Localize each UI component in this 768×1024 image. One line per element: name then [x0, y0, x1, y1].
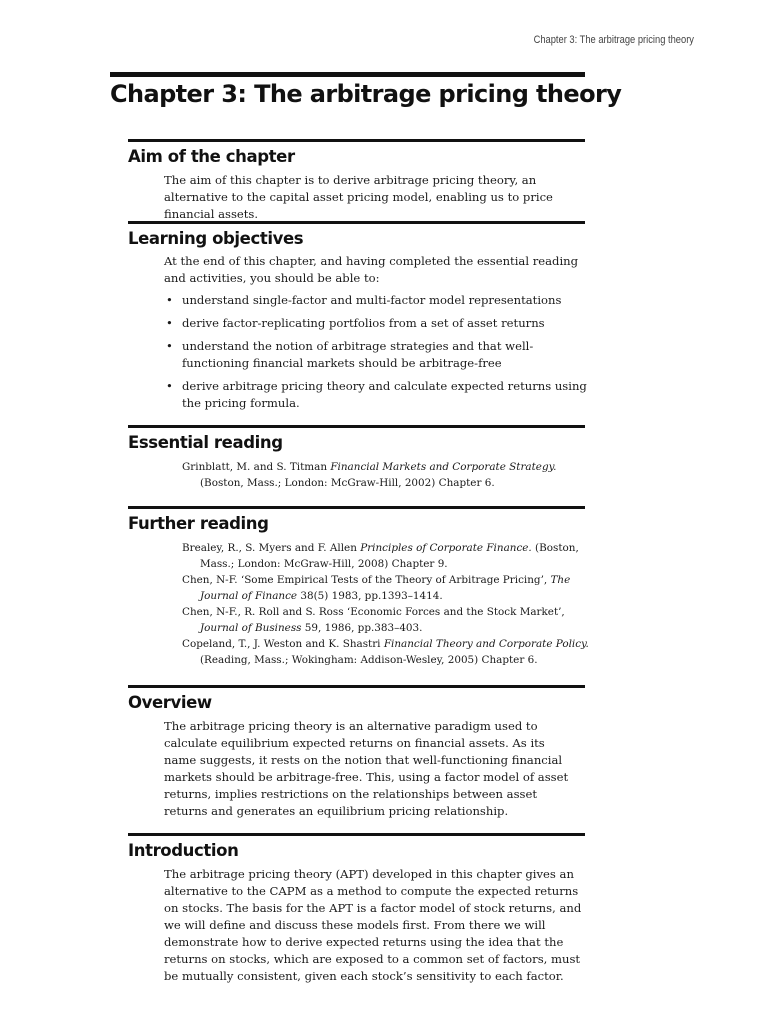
essential-refs [182, 459, 592, 491]
aim-section [128, 139, 585, 166]
reference-item: Brealey, R., S. Myers and F. Allen Principles of Corporate Finance. (Boston, Mass.; London: McGraw-Hill, 2008) Chapter 9. [182, 542, 579, 570]
list-item: • understand the notion of arbitrage strategies and that well-functioning financial markets should be arbitrage-free [166, 339, 534, 370]
objectives-list [164, 292, 589, 418]
introduction-text: The arbitrage pricing theory (APT) developed in this chapter gives an alternative to the CAPM as a method to compute the expected returns on stocks. The basis for the APT is a factor model of stock returns, and we will define and discuss these models first. From there we will demonstrate how to derive expected returns using the idea that the returns on stocks, which are exposed to a common set of factors, must be mutually consistent, given each stock’s sensitivity to each factor. [164, 867, 582, 983]
essential-section [128, 425, 585, 452]
further-section [128, 506, 585, 533]
running-head: Chapter 3: The arbitrage pricing theory [533, 34, 694, 46]
reference-item: Copeland, T., J. Weston and K. Shastri Financial Theory and Corporate Policy. (Reading, Mass.; Wokingham: Addison-Wesley, 2005) Chapter 6. [182, 638, 589, 666]
objectives-intro: At the end of this chapter, and having completed the essential reading and activities, you should be able to: [164, 254, 579, 285]
overview-heading: Overview [128, 693, 212, 712]
reference-item: Chen, N-F. ‘Some Empirical Tests of the Theory of Arbitrage Pricing’, The Journal of Finance 38(5) 1983, pp.1393–1414. [182, 574, 571, 602]
chapter-title: Chapter 3: The arbitrage pricing theory [110, 80, 622, 108]
section-rule [128, 139, 585, 142]
list-item: • derive arbitrage pricing theory and calculate expected returns using the pricing formula. [166, 379, 587, 410]
introduction-section [128, 833, 585, 860]
section-rule [128, 685, 585, 688]
chapter-rule [110, 72, 585, 77]
reference-item: Grinblatt, M. and S. Titman Financial Markets and Corporate Strategy. (Boston, Mass.; London: McGraw-Hill, 2002) Chapter 6. [182, 461, 557, 489]
bullet-icon: • [166, 316, 173, 330]
further-refs [182, 540, 592, 668]
bullet-icon: • [166, 293, 173, 307]
section-rule [128, 221, 585, 224]
list-item: • understand single-factor and multi-factor model representations [166, 293, 562, 307]
introduction-heading: Introduction [128, 841, 239, 860]
section-rule [128, 833, 585, 836]
bullet-icon: • [166, 379, 173, 393]
further-heading: Further reading [128, 514, 269, 533]
section-rule [128, 506, 585, 509]
overview-text: The arbitrage pricing theory is an alternative paradigm used to calculate equilibrium expected returns on financial assets. As its name suggests, it rests on the notion that well-functioning financial markets should be arbitrage-free. This, using a factor model of asset returns, implies restrictions on the relationships between asset returns and generates an equilibrium pricing relationship. [164, 719, 569, 818]
objectives-section [128, 221, 585, 248]
objectives-heading: Learning objectives [128, 229, 304, 248]
bullet-icon: • [166, 339, 173, 353]
list-item: • derive factor-replicating portfolios from a set of asset returns [166, 316, 545, 330]
overview-section [128, 685, 585, 712]
essential-heading: Essential reading [128, 433, 283, 452]
aim-text: The aim of this chapter is to derive arbitrage pricing theory, an alternative to the capital asset pricing model, enabling us to price financial assets. [164, 173, 553, 221]
section-rule [128, 425, 585, 428]
reference-item: Chen, N-F., R. Roll and S. Ross ‘Economic Forces and the Stock Market’, Journal of Business 59, 1986, pp.383–403. [182, 606, 565, 634]
aim-heading: Aim of the chapter [128, 147, 295, 166]
